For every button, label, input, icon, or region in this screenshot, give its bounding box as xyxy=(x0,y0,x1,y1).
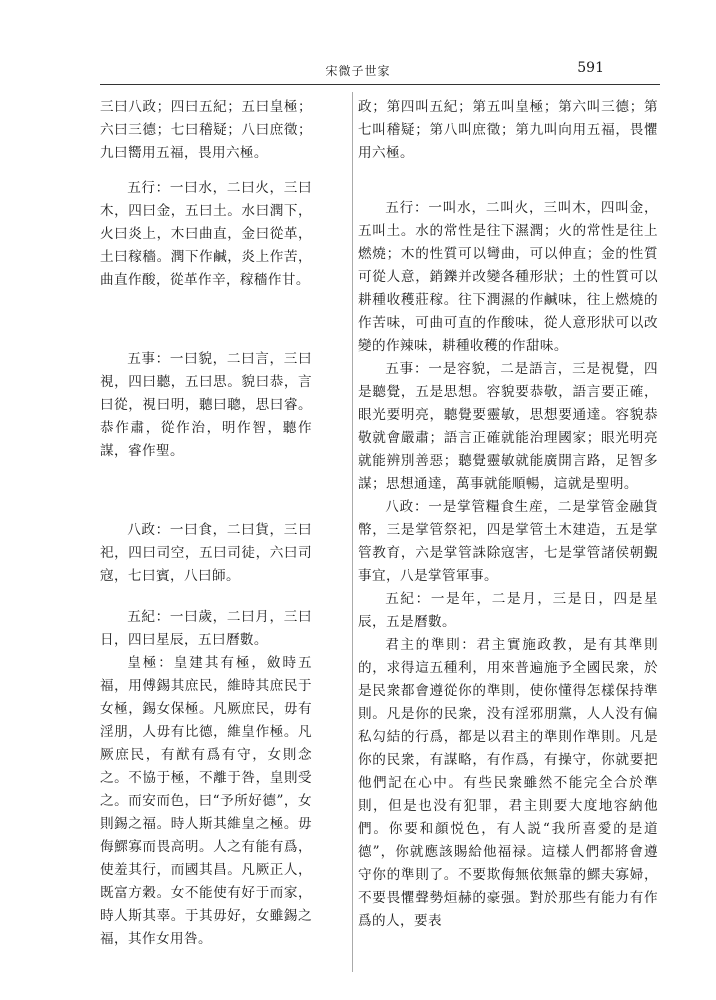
text-paragraph: 八政：一是掌管糧食生産，二是掌管金融貨幣，三是掌管祭祀，四是掌管土木建造，五是掌管教育，六是掌管誅除寇害，七是掌管諸侯朝覲事宜，八是掌管軍事。 xyxy=(358,499,658,584)
text-paragraph: 五紀：一曰歲，二曰月，三曰日，四曰星辰，五曰曆數。 xyxy=(100,609,312,648)
text-paragraph: 五行：一叫水，二叫火，三叫木，四叫金，五叫土。水的常性是往下濕潤；火的常性是往上燃燒；木的性質可以彎曲，可以伸直；金的性質可從人意，銷鑠并改變各種形狀；土的性質可以耕種收穫莊稼。往下潤濕的作鹹味，往上燃燒的作苦味，可曲可直的作酸味，從人意形狀可以改變的作辣味，耕種收穫的作甜味。 xyxy=(358,200,658,354)
translation-text-column xyxy=(358,96,658,933)
text-paragraph: 君主的準則：君主實施政教，是有其準則的，求得這五種利，用來普遍施予全國民衆，於是民衆都會遵從你的準則，使你懂得怎樣保持準則。凡是你的民衆，没有淫邪朋黨，人人没有偏私勾結的行爲，都是以君主的準則作準則。凡是你的民衆，有謀略，有作爲，有操守，你就要把他們記在心中。有些民衆雖然不能完全合於準則，但是也没有犯罪，君主則要大度地容納他們。你要和顔悦色，有人説“我所喜愛的是道德”，你就應該賜給他福禄。這樣人們都將會遵守你的準則了。不要欺侮無依無靠的鰥夫寡婦，不要畏懼聲勢烜赫的豪强。對於那些有能力有作爲的人，要表 xyxy=(358,637,658,929)
classical-text-column xyxy=(100,96,312,951)
text-paragraph: 五紀：一是年，二是月，三是日，四是星辰，五是曆數。 xyxy=(358,591,658,630)
text-paragraph: 五事：一是容貌，二是語言，三是視覺，四是聽覺，五是思想。容貌要恭敬，語言要正確，眼光要明亮，聽覺要靈敏，思想要通達。容貌恭敬就會嚴肅；語言正確就能治理國家；眼光明亮就能辨別善惡；聽覺靈敏就能廣開言路，足智多謀；思想通達，萬事就能順暢，這就是聖明。 xyxy=(358,361,658,492)
header-rule xyxy=(100,84,660,85)
page-header-title: 宋微子世家 xyxy=(325,64,391,78)
text-paragraph: 八政：一曰食，二曰貨，三曰祀，四曰司空，五曰司徒，六曰司寇，七曰賓，八曰師。 xyxy=(100,522,312,584)
text-paragraph: 皇極：皇建其有極，斂時五福，用傅錫其庶民，維時其庶民于女極，錫女保極。凡厥庶民，毋有淫朋，人毋有比德，維皇作極。凡厥庶民，有猷有爲有守，女則念之。不協于極，不離于咎，皇則受之。而安而色，曰“予所好德”，女則錫之福。時人斯其維皇之極。毋侮鰥寡而畏高明。人之有能有爲，使羞其行，而國其昌。凡厥正人，既富方穀。女不能使有好于而家，時人斯其辜。于其毋好，女雖錫之福，其作女用咎。 xyxy=(100,655,312,947)
column-divider xyxy=(352,92,353,972)
text-paragraph: 三曰八政；四曰五紀；五曰皇極；六曰三德；七曰稽疑；八曰庶徵；九曰嚮用五福，畏用六極。 xyxy=(100,99,312,161)
text-paragraph: 五行：一曰水，二曰火，三曰木，四曰金，五曰土。水曰潤下，火曰炎上，木曰曲直，金曰從革，土曰稼穡。潤下作鹹，炎上作苦，曲直作酸，從革作辛，稼穡作甘。 xyxy=(100,180,312,288)
page-number: 591 xyxy=(577,60,604,76)
text-paragraph: 五事：一曰貌，二曰言，三曰視，四曰聽，五曰思。貌曰恭，言曰從，視曰明，聽曰聰，思曰睿。恭作肅，從作治，明作智，聽作謀，睿作聖。 xyxy=(100,351,312,459)
text-paragraph: 政；第四叫五紀；第五叫皇極；第六叫三德；第七叫稽疑；第八叫庶徵；第九叫向用五福，畏懼用六極。 xyxy=(358,99,658,161)
